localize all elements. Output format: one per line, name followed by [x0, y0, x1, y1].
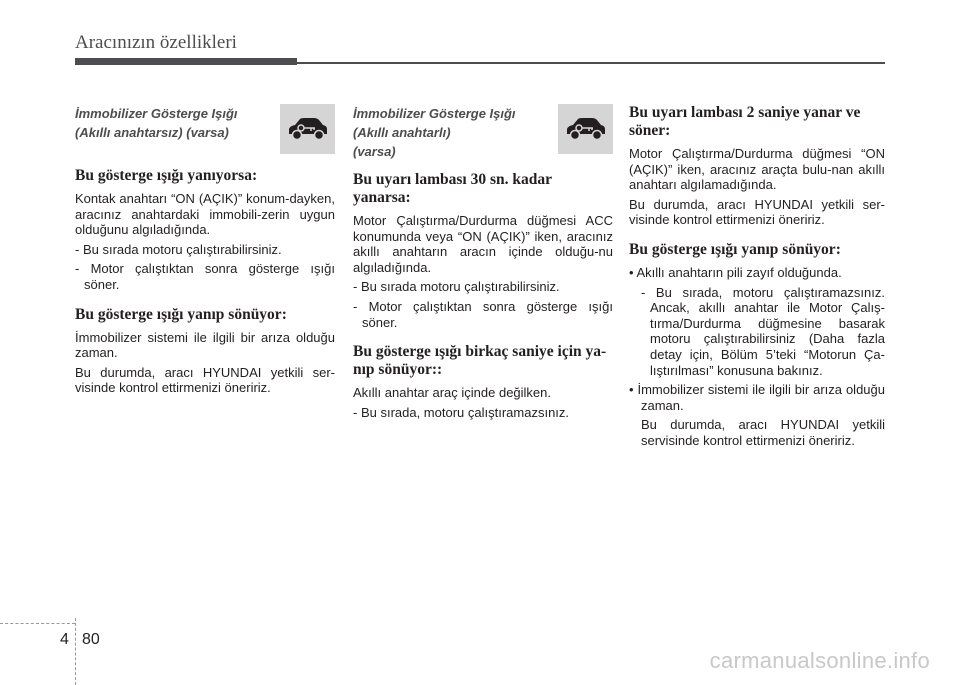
- section-subtitle: [353, 104, 516, 161]
- dash-item: - Bu sırada motoru çalıştırabilirsiniz.: [75, 241, 282, 257]
- dash-item: - Motor çalıştıktan sonra gösterge ışığı söner.: [75, 261, 335, 292]
- header-rule-thick: [75, 58, 297, 65]
- heading: Bu gösterge ışığı yanıp sönüyor:: [75, 305, 287, 323]
- heading: [353, 171, 613, 207]
- page-number: 80: [82, 631, 100, 648]
- paragraph: İmmobilizer sistemi ile ilgili bir arıza olduğu zaman.: [75, 329, 335, 361]
- footer-divider-vertical: [75, 618, 76, 685]
- column-2: [353, 104, 613, 424]
- dash-item: - Motor çalıştıktan sonra gösterge ışığı söner.: [353, 298, 613, 330]
- heading: Bu gösterge ışığı yanıp sönüyor:: [629, 240, 841, 258]
- subtitle-line: (Akıllı anahtarlı): [353, 125, 451, 140]
- column-1: [75, 104, 335, 400]
- paragraph: Bu durumda, aracı HYUNDAI yetkili ser-visinde kontrol ettirmenizi öneririz.: [629, 196, 885, 228]
- chapter-number: 4: [60, 631, 69, 648]
- dash-item: - Bu sırada motoru çalıştırabilirsiniz.: [353, 279, 560, 295]
- sub-paragraph: Bu durumda, aracı HYUNDAI yetkili servisinde kontrol ettirmenizi öneririz.: [641, 417, 885, 448]
- paragraph: Motor Çalıştırma/Durdurma düğmesi “ON (AÇIK)” iken, aracınız araçta bulu-nan akıllı anahtarı algılamadığında.: [629, 146, 885, 193]
- watermark: carmanualsonline.info: [709, 648, 930, 673]
- immobilizer-car-key-icon: [280, 104, 335, 154]
- heading-line: Bu uyarı lambası 30 sn. kadar: [353, 171, 552, 188]
- paragraph: Bu durumda, aracı HYUNDAI yetkili ser-visinde kontrol ettirmenizi öneririz.: [75, 364, 335, 396]
- subtitle-line: (varsa): [353, 144, 396, 159]
- bullet-item: • Akıllı anahtarın pili zayıf olduğunda.: [629, 264, 842, 280]
- immobilizer-car-key-icon: [558, 104, 613, 154]
- page-title: Aracınızın özellikleri: [75, 32, 237, 53]
- dash-item: - Bu sırada, motoru çalıştıramazsınız.: [353, 404, 570, 420]
- section-subtitle: [75, 104, 238, 142]
- sub-dash-item: - Bu sırada, motoru çalıştıramazsınız. Ancak, akıllı anahtar ile Motor Çalış-tırma/Durdurma düğmesine basarak motoru çalıştırabilirsiniz (Daha fazla detay için, Bölüm 5’teki “Motorun Ça-lıştırılması” konusuna bakınız.: [641, 284, 885, 378]
- heading: Bu gösterge ışığı birkaç saniye için ya-nıp sönüyor::: [353, 343, 607, 379]
- subtitle-line: (Akıllı anahtarsız) (varsa): [75, 125, 229, 140]
- footer-divider-horizontal: [0, 623, 75, 624]
- paragraph: Akıllı anahtar araç içinde değilken.: [353, 385, 552, 401]
- paragraph: Motor Çalıştırma/Durdurma düğmesi ACC konumunda veya “ON (AÇIK)” iken, aracınız akıllı anahtarın aracın içinde olduğu-nu algıladığında.: [353, 213, 613, 275]
- header-rule-thin: [297, 62, 885, 64]
- bullet-item: • İmmobilizer sistemi ile ilgili bir arıza olduğu zaman.: [629, 382, 885, 413]
- subtitle-line: İmmobilizer Gösterge Işığı: [353, 106, 516, 121]
- heading: Bu uyarı lambası 2 saniye yanar ve söner:: [629, 104, 861, 139]
- heading-line: yanarsa:: [353, 189, 411, 206]
- heading: Bu gösterge ışığı yanıyorsa:: [75, 167, 258, 184]
- column-3: [629, 104, 885, 453]
- paragraph: Kontak anahtarı “ON (AÇIK)” konum-dayken, aracınız anahtardaki immobili-zerin uygun olduğunu algıladığında.: [75, 191, 335, 238]
- subtitle-line: İmmobilizer Gösterge Işığı: [75, 106, 238, 121]
